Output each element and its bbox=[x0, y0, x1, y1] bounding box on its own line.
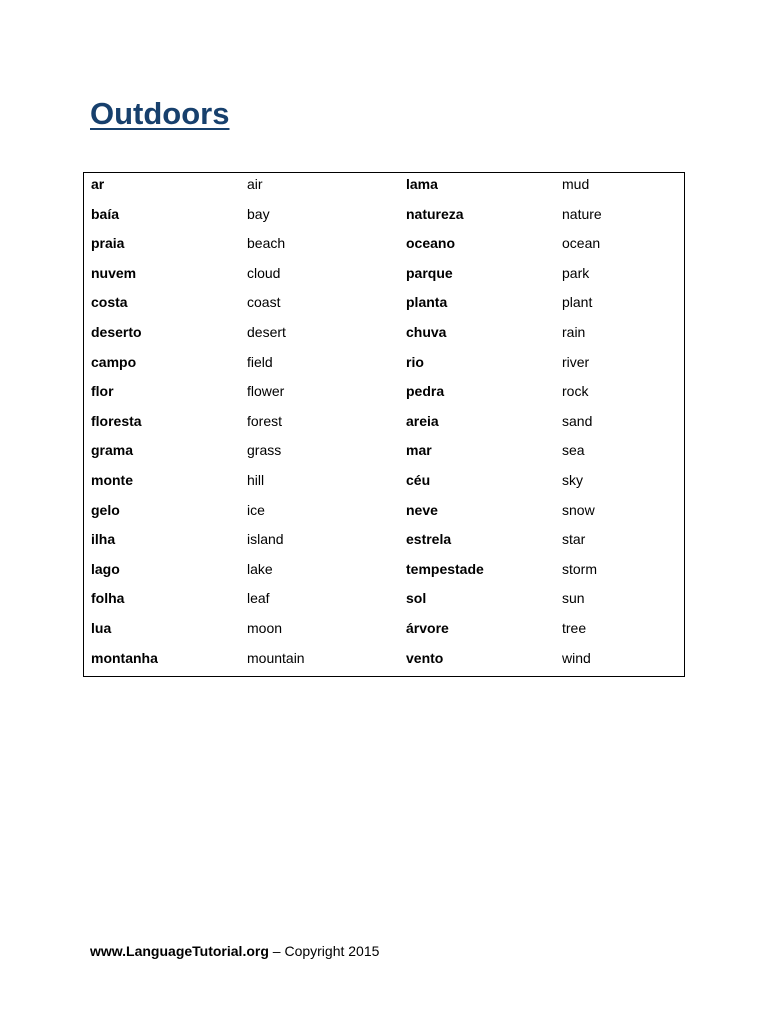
portuguese-word: floresta bbox=[91, 412, 142, 429]
english-word: leaf bbox=[247, 590, 270, 607]
portuguese-word: estrela bbox=[406, 531, 452, 548]
english-word: tree bbox=[562, 620, 587, 636]
table-row bbox=[84, 588, 684, 618]
english-word: ice bbox=[247, 501, 265, 518]
english-word: sky bbox=[562, 472, 583, 488]
portuguese-word: lama bbox=[406, 176, 438, 192]
vocabulary-table bbox=[83, 172, 685, 677]
table-row bbox=[84, 263, 684, 293]
english-word: field bbox=[247, 353, 273, 370]
copyright-text: – Copyright 2015 bbox=[268, 943, 380, 959]
portuguese-word: vento bbox=[406, 649, 444, 666]
portuguese-word: deserto bbox=[91, 324, 142, 340]
portuguese-word: neve bbox=[406, 501, 438, 518]
portuguese-word: ilha bbox=[91, 531, 116, 548]
portuguese-word: gelo bbox=[91, 501, 120, 518]
page-title: Outdoors bbox=[90, 96, 230, 131]
portuguese-word: céu bbox=[406, 472, 431, 488]
portuguese-word: chuva bbox=[406, 324, 447, 340]
english-word: plant bbox=[562, 294, 593, 311]
portuguese-word: parque bbox=[406, 264, 453, 281]
portuguese-word: baía bbox=[91, 205, 120, 222]
english-word: mountain bbox=[247, 649, 305, 666]
website-link[interactable]: www.LanguageTutorial.org bbox=[90, 943, 269, 959]
table-row bbox=[84, 322, 684, 352]
english-word: river bbox=[562, 353, 590, 370]
portuguese-word: rio bbox=[406, 353, 424, 370]
table-row bbox=[84, 529, 684, 559]
portuguese-word: costa bbox=[91, 294, 128, 311]
english-word: rain bbox=[562, 324, 586, 340]
portuguese-word: campo bbox=[91, 353, 137, 370]
english-word: wind bbox=[562, 649, 591, 666]
table-row bbox=[84, 470, 684, 500]
english-word: air bbox=[247, 176, 263, 192]
portuguese-word: natureza bbox=[406, 205, 464, 222]
portuguese-word: folha bbox=[91, 590, 125, 607]
portuguese-word: mar bbox=[406, 442, 432, 459]
portuguese-word: grama bbox=[91, 442, 134, 459]
portuguese-word: tempestade bbox=[406, 560, 484, 577]
table-row bbox=[84, 381, 684, 411]
table-row bbox=[84, 292, 684, 322]
portuguese-word: oceano bbox=[406, 235, 456, 252]
english-word: storm bbox=[562, 560, 597, 577]
english-word: sand bbox=[562, 412, 593, 429]
table-row bbox=[84, 204, 684, 234]
portuguese-word: nuvem bbox=[91, 264, 137, 281]
portuguese-word: praia bbox=[91, 235, 125, 252]
english-word: hill bbox=[247, 472, 265, 488]
portuguese-word: flor bbox=[91, 383, 114, 400]
english-word: sun bbox=[562, 590, 585, 607]
english-word: snow bbox=[562, 501, 595, 518]
portuguese-word: monte bbox=[91, 472, 133, 488]
portuguese-word: ar bbox=[91, 176, 105, 192]
english-word: lake bbox=[247, 560, 273, 577]
table-row bbox=[84, 559, 684, 589]
english-word: island bbox=[247, 531, 284, 548]
table-row bbox=[84, 500, 684, 530]
table-row bbox=[84, 174, 684, 204]
table-row bbox=[84, 411, 684, 441]
english-word: cloud bbox=[247, 264, 281, 281]
portuguese-word: lua bbox=[91, 620, 112, 636]
english-word: forest bbox=[247, 412, 283, 429]
english-word: sea bbox=[562, 442, 585, 459]
english-word: coast bbox=[247, 294, 281, 311]
english-word: flower bbox=[247, 383, 285, 400]
english-word: rock bbox=[562, 383, 589, 400]
portuguese-word: pedra bbox=[406, 383, 445, 400]
portuguese-word: areia bbox=[406, 412, 439, 429]
english-word: moon bbox=[247, 620, 283, 636]
table-row bbox=[84, 618, 684, 648]
table-row bbox=[84, 352, 684, 382]
table-row bbox=[84, 648, 684, 678]
english-word: grass bbox=[247, 442, 282, 459]
portuguese-word: lago bbox=[91, 560, 120, 577]
page-footer bbox=[90, 941, 379, 961]
portuguese-word: montanha bbox=[91, 649, 158, 666]
portuguese-word: sol bbox=[406, 590, 427, 607]
table-row bbox=[84, 440, 684, 470]
portuguese-word: árvore bbox=[406, 620, 449, 636]
english-word: bay bbox=[247, 205, 270, 222]
english-word: nature bbox=[562, 205, 602, 222]
english-word: park bbox=[562, 264, 590, 281]
english-word: mud bbox=[562, 176, 590, 192]
table-row bbox=[84, 233, 684, 263]
portuguese-word: planta bbox=[406, 294, 448, 311]
english-word: desert bbox=[247, 324, 286, 340]
english-word: ocean bbox=[562, 235, 601, 252]
english-word: star bbox=[562, 531, 586, 548]
english-word: beach bbox=[247, 235, 286, 252]
